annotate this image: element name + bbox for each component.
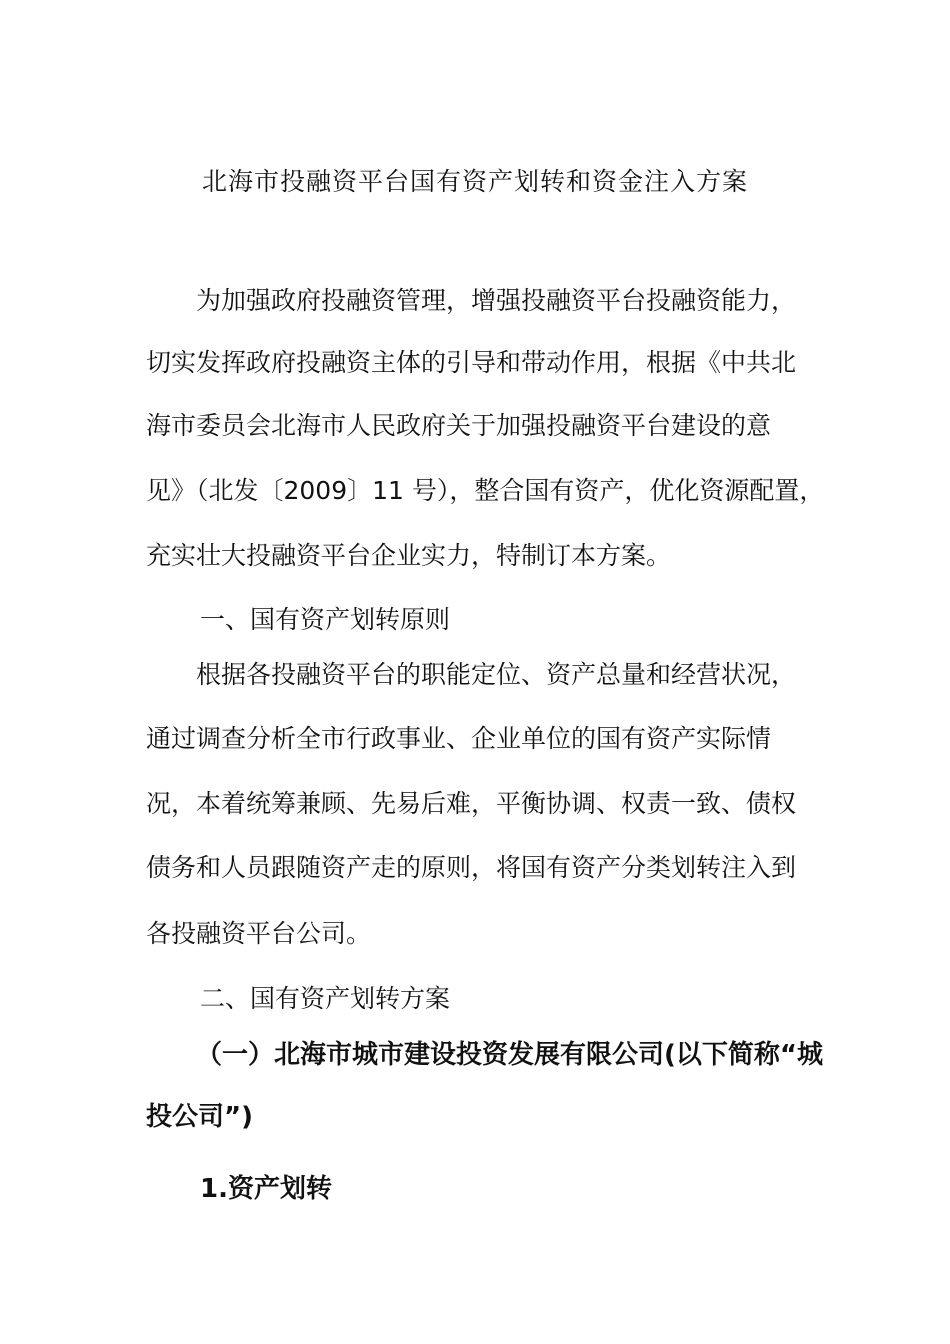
paragraph-line: 况，本着统筹兼顾、先易后难，平衡协调、权责一致、债权 [146,789,797,818]
document-title: 北海市投融资平台国有资产划转和资金注入方案 [201,167,748,196]
section-heading: 二、国有资产划转方案 [200,984,451,1013]
item-heading: 1.资产划转 [200,1174,332,1204]
paragraph-line: 为加强政府投融资管理，增强投融资平台投融资能力， [196,286,797,315]
paragraph-line: 债务和人员跟随资产走的原则，将国有资产分类划转注入到 [146,853,797,882]
paragraph-line: 根据各投融资平台的职能定位、资产总量和经营状况， [196,660,797,689]
paragraph-line: 充实壮大投融资平台企业实力，特制订本方案。 [146,541,672,570]
paragraph-line: 各投融资平台公司。 [146,919,372,948]
subsection-heading: 投公司”) [146,1102,253,1132]
paragraph-line: 通过调查分析全市行政事业、企业单位的国有资产实际情 [146,724,772,753]
paragraph-line: 海市委员会北海市人民政府关于加强投融资平台建设的意 [146,411,772,440]
paragraph-line: 切实发挥政府投融资主体的引导和带动作用，根据《中共北 [146,348,797,377]
section-heading: 一、国有资产划转原则 [200,605,451,634]
paragraph-line: 见》（北发〔2009〕11 号），整合国有资产，优化资源配置， [146,476,825,505]
subsection-heading: （一）北海市城市建设投资发展有限公司(以下简称“城 [196,1040,823,1070]
